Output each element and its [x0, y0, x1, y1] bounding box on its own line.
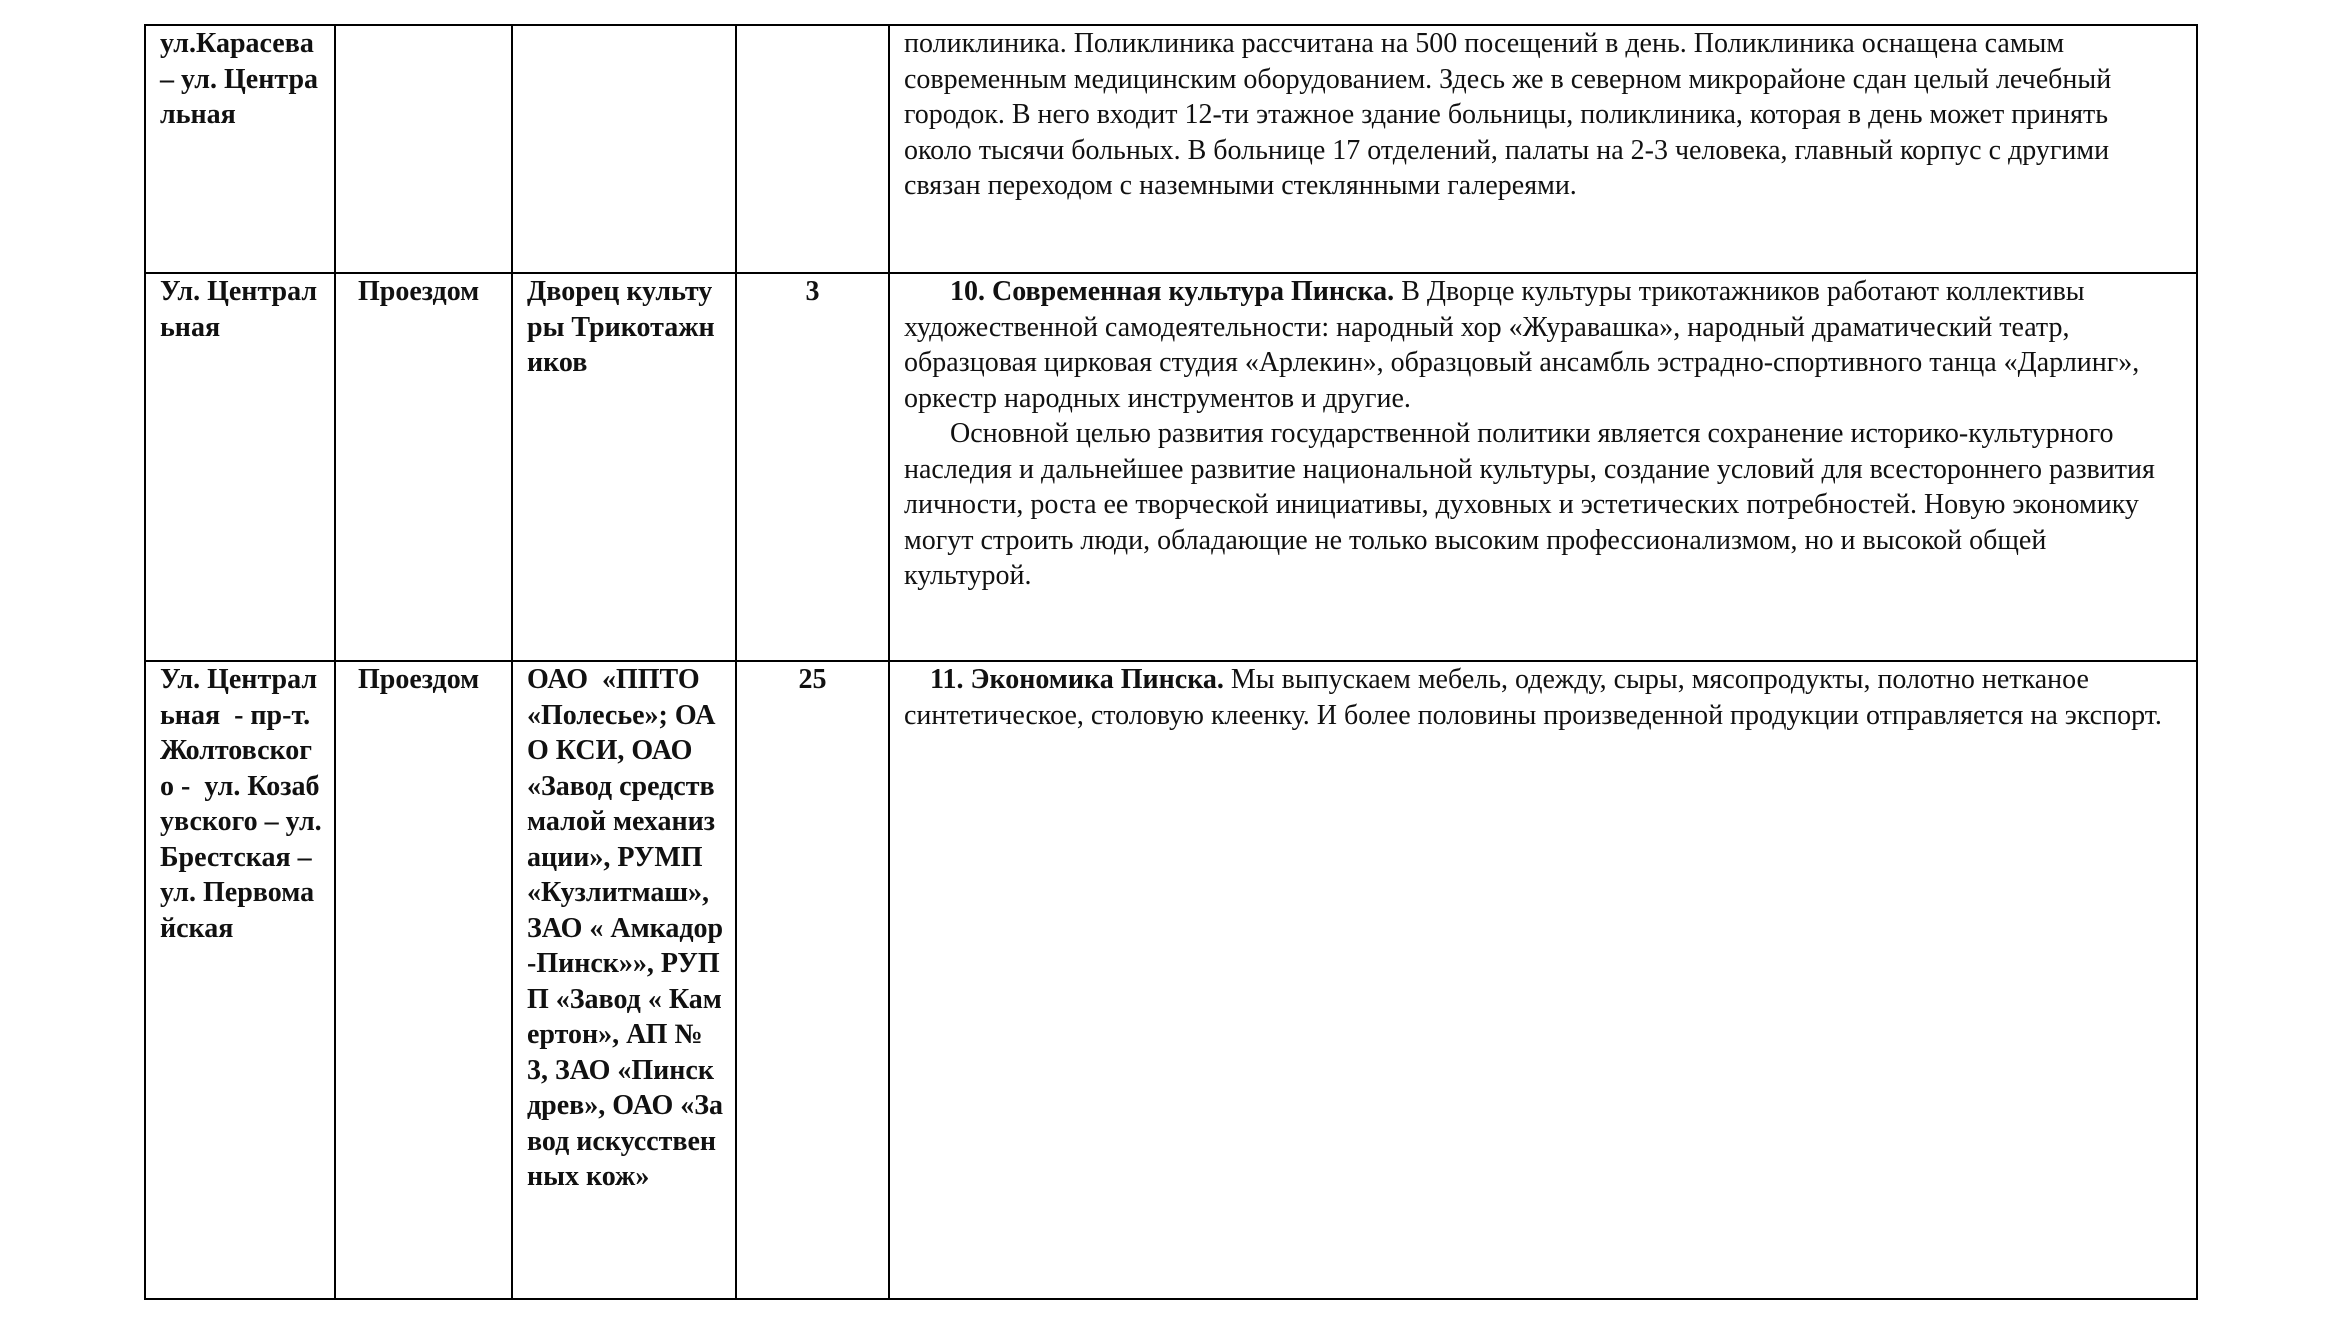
stop-cell [736, 273, 889, 661]
object-name: Дворец культуры Трикотажников [527, 276, 715, 378]
mode-cell [335, 273, 512, 661]
info-text [904, 26, 2176, 204]
travel-mode: Проездом [358, 664, 480, 695]
street-cell [145, 25, 335, 273]
info-paragraph-2: Основной целью развития государственной политики является сохранение историко-культурного наследия и дальнейшее развитие национальной культуры, создание условий для всестороннего развития личности, роста ее творческой инициативы, духовных и эстетических потребностей. Новую экономику могут строить люди, обладающие не только высоким профессионализмом, но и высокой общей культурой. [904, 418, 2155, 591]
info-text [904, 274, 2176, 416]
object-name: ОАО «ППТО «Полесье»; ОАО КСИ, ОАО «Завод средств малой механизации», РУМП «Кузлитмаш», ЗАО « Амкадор-Пинск»», РУПП «Завод « Камертон», АП № 3, ЗАО «Пинскдрев», ОАО «Завод искусственных кож» [527, 664, 724, 1192]
stop-minutes: 3 [805, 276, 820, 307]
info-cell [889, 25, 2197, 273]
table-row [145, 273, 2197, 661]
street-name: Ул. Центральная [160, 276, 318, 343]
table-row [145, 661, 2197, 1299]
street-cell [145, 661, 335, 1299]
stop-cell [736, 25, 889, 273]
object-cell [512, 25, 736, 273]
info-body: поликлиника. Поликлиника рассчитана на 500 посещений в день. Поликлиника оснащена самым современным медицинским оборудованием. Здесь же в северном микрорайоне сдан целый лечебный городок. В него входит 12-ти этажное здание больницы, поликлиника, которая в день может принять около тысячи больных. В больнице 17 отделений, палаты на 2-3 человека, главный корпус с другими связан переходом с наземными стеклянными галереями. [904, 28, 2112, 201]
mode-cell [335, 661, 512, 1299]
travel-mode: Проездом [358, 276, 480, 307]
object-cell [512, 273, 736, 661]
info-heading: 11. Экономика Пинска. [930, 664, 1224, 695]
stop-cell [736, 661, 889, 1299]
stop-minutes: 25 [798, 664, 827, 695]
info-heading: 10. Современная культура Пинска. [950, 276, 1395, 307]
info-text [904, 662, 2176, 733]
street-cell [145, 273, 335, 661]
info-body: В Дворце культуры трикотажников работают коллективы художественной самодеятельности: народный хор «Журавашка», народный драматический театр, образцовая цирковая студия «Арлекин», образцовый ансамбль эстрадно-спортивного танца «Дарлинг», оркестр народных инструментов и другие. [904, 276, 2140, 414]
street-name: ул.Карасева – ул. Центральная [160, 28, 321, 130]
info-body: Мы выпускаем мебель, одежду, сыры, мясопродукты, полотно нетканое синтетическое, столовую клеенку. И более половины произведенной продукции отправляется на экспорт. [904, 664, 2162, 731]
info-cell [889, 661, 2197, 1299]
mode-cell [335, 25, 512, 273]
object-cell [512, 661, 736, 1299]
street-name: Ул. Центральная - пр-т. Жолтовского - ул. Козабувского – ул. Брестская – ул. Первомайская [160, 664, 329, 944]
info-cell [889, 273, 2197, 661]
route-table [144, 24, 2198, 1300]
table-row [145, 25, 2197, 273]
